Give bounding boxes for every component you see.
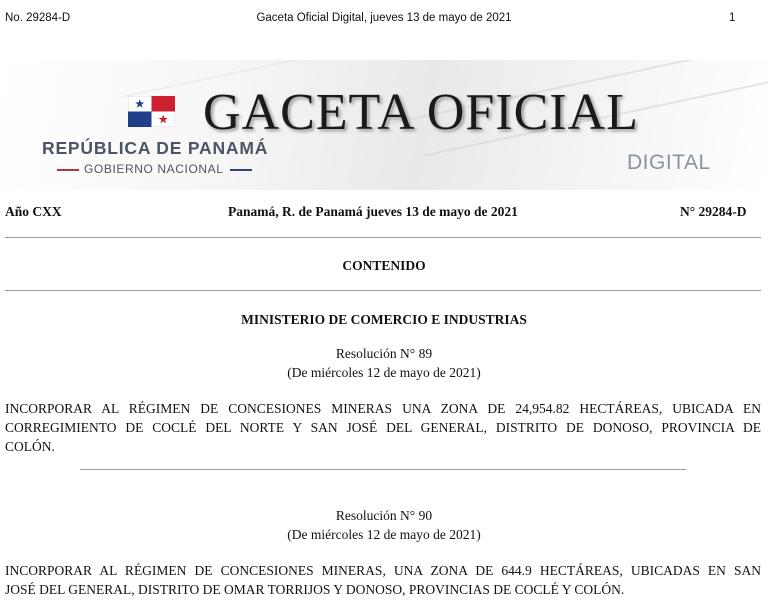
resolution-date: (De miércoles 12 de mayo de 2021) xyxy=(287,365,481,380)
government-label: GOBIERNO NACIONAL xyxy=(84,162,224,176)
red-dash xyxy=(57,169,79,171)
masthead-banner xyxy=(0,60,768,190)
resolution-number: Resolución N° 89 xyxy=(335,346,433,361)
summary-line: COLÓN. xyxy=(5,439,55,454)
panama-flag-icon xyxy=(128,96,175,127)
summary-line: INCORPORAR AL RÉGIMEN DE CONCESIONES MINERAS, UNA ZONA DE 644.9 HECTÁREAS, UBICADAS EN SAN xyxy=(5,563,761,578)
resolution-summary xyxy=(5,399,761,456)
ministry-heading: MINISTERIO DE COMERCIO E INDUSTRIAS xyxy=(241,312,527,327)
divider xyxy=(5,237,761,238)
gazette-title: GACETA OFICIAL xyxy=(203,84,639,141)
summary-line: CORREGIMIENTO DE COCLÉ DEL NORTE Y SAN JOSÉ DEL GENERAL, DISTRITO DE DONOSO, PROVINCIA DE xyxy=(5,420,761,435)
summary-line: INCORPORAR AL RÉGIMEN DE CONCESIONES MINERAS UNA ZONA DE 24,954.82 HECTÁREAS, UBICADA EN xyxy=(5,401,761,416)
digital-edition-label: DIGITAL xyxy=(627,151,711,174)
gazette-number-header: No. 29284-D xyxy=(5,12,71,24)
page-number: 1 xyxy=(729,12,736,24)
issue-number: N° 29284-D xyxy=(680,204,747,219)
summary-line: JOSÉ DEL GENERAL, DISTRITO DE OMAR TORRIJOS Y DONOSO, PROVINCIAS DE COCLÉ Y COLÓN. xyxy=(5,582,625,597)
resolution-date: (De miércoles 12 de mayo de 2021) xyxy=(287,527,481,542)
issue-place-date: Panamá, R. de Panamá jueves 13 de mayo de 2021 xyxy=(228,204,518,219)
entry-separator xyxy=(80,469,686,470)
issue-year: Año CXX xyxy=(5,204,62,219)
blue-dash xyxy=(230,169,252,171)
contents-heading: CONTENIDO xyxy=(342,258,426,273)
resolution-number: Resolución N° 90 xyxy=(335,508,433,523)
republic-name: REPÚBLICA DE PANAMÁ xyxy=(42,138,269,158)
resolution-summary xyxy=(5,561,761,599)
divider xyxy=(5,290,761,291)
running-header-title: Gaceta Oficial Digital, jueves 13 de mayo de 2021 xyxy=(256,12,512,24)
